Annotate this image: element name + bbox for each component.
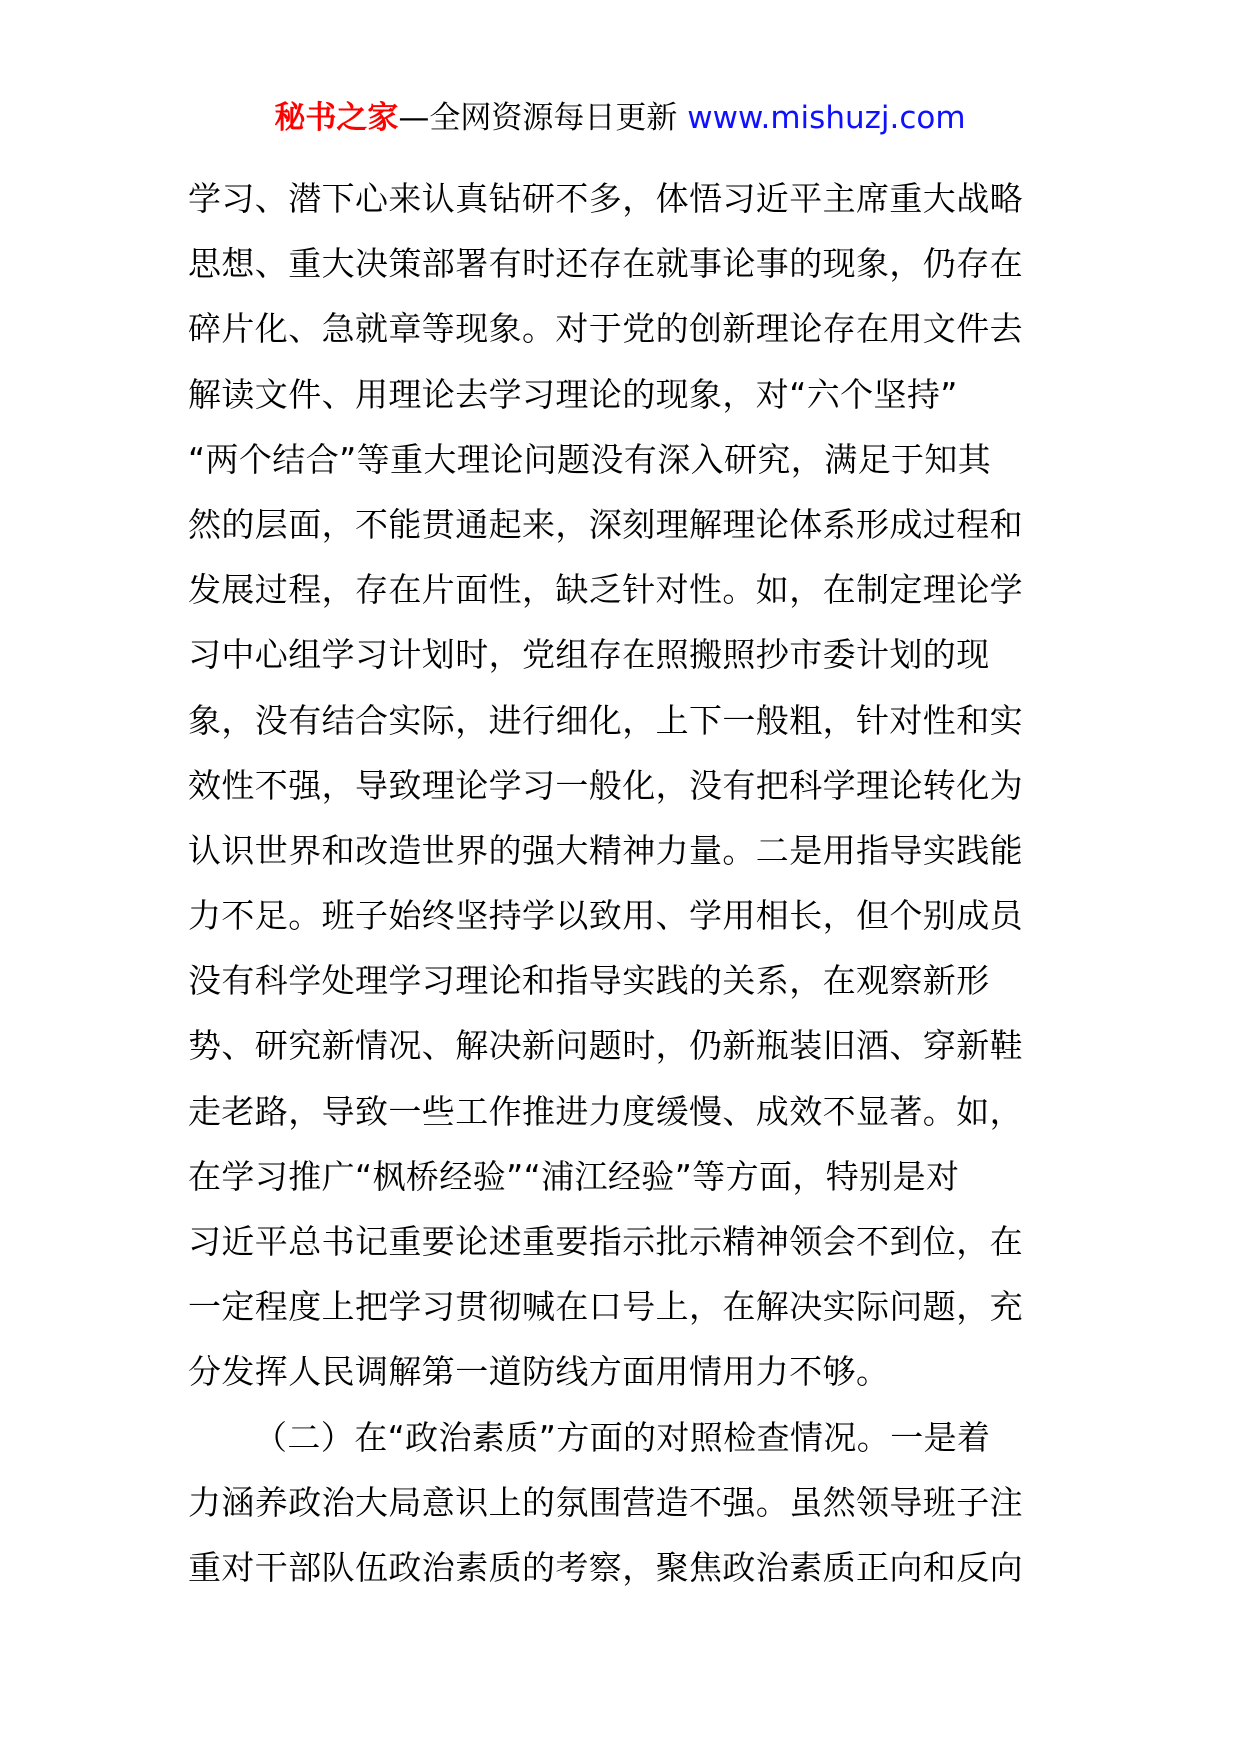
text-line: 分发挥人民调解第一道防线方面用情用力不够。: [188, 1352, 890, 1392]
text-line: 没有科学处理学习理论和指导实践的关系，在观察新形: [188, 961, 990, 1001]
text-line: 思想、重大决策部署有时还存在就事论事的现象，仍存在: [188, 244, 1023, 284]
text-line: 学习、潜下心来认真钻研不多，体悟习近平主席重大战略: [188, 179, 1023, 218]
site-header: [0, 98, 1240, 138]
text-line: 发展过程，存在片面性，缺乏针对性。如，在制定理论学: [188, 570, 1023, 610]
text-line: 象，没有结合实际，进行细化，上下一般粗，针对性和实: [188, 700, 1023, 740]
section-heading-line: （二）在“政治素质”方面的对照检查情况。一是着: [254, 1417, 991, 1457]
text-line: 效性不强，导致理论学习一般化，没有把科学理论转化为: [188, 765, 1023, 805]
text-line: “两个结合”等重大理论问题没有深入研究，满足于知其: [188, 439, 992, 479]
text-line: 在学习推广“枫桥经验”“浦江经验”等方面，特别是对: [188, 1156, 960, 1196]
text-line: 习近平总书记重要论述重要指示批示精神领会不到位，在: [188, 1222, 1023, 1261]
header-tagline: —全网资源每日更新: [398, 100, 688, 136]
text-line: 力涵养政治大局意识上的氛围营造不强。虽然领导班子注: [188, 1482, 1023, 1522]
text-line: 认识世界和改造世界的强大精神力量。二是用指导实践能: [188, 830, 1023, 870]
text-line: 碎片化、急就章等现象。对于党的创新理论存在用文件去: [188, 309, 1023, 349]
document-body: [188, 166, 1058, 1600]
website-url-link[interactable]: www.mishuzj.com: [687, 100, 966, 136]
brand-name: 秘书之家: [274, 100, 399, 136]
text-line: 走老路，导致一些工作推进力度缓慢、成效不显著。如，: [188, 1091, 1023, 1131]
text-line: 习中心组学习计划时，党组存在照搬照抄市委计划的现: [188, 635, 990, 675]
text-line: 力不足。班子始终坚持学以致用、学用相长，但个别成员: [188, 896, 1023, 936]
text-line: 解读文件、用理论去学习理论的现象，对“六个坚持”: [188, 374, 958, 414]
text-line: 势、研究新情况、解决新问题时，仍新瓶装旧酒、穿新鞋: [188, 1026, 1023, 1066]
text-line: 一定程度上把学习贯彻喊在口号上，在解决实际问题，充: [188, 1287, 1023, 1327]
text-line: 重对干部队伍政治素质的考察，聚焦政治素质正向和反向: [188, 1547, 1023, 1587]
text-line: 然的层面，不能贯通起来，深刻理解理论体系形成过程和: [188, 504, 1023, 544]
